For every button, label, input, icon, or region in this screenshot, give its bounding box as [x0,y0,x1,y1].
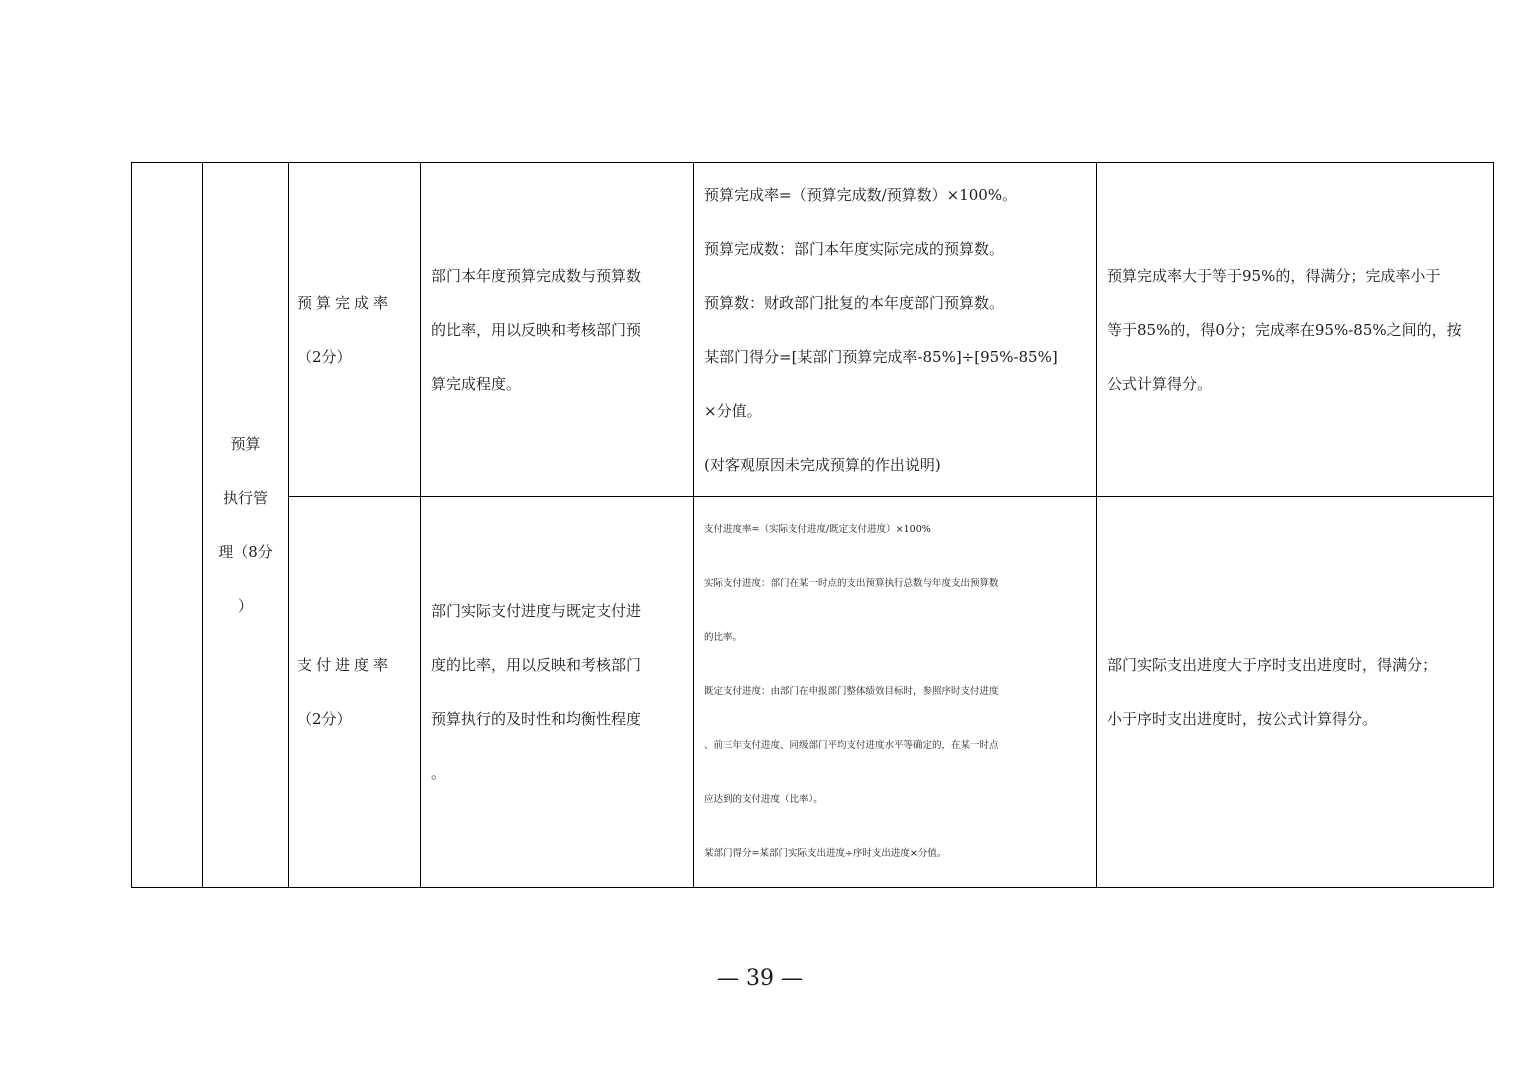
definition-line: 度的比率，用以反映和考核部门 [431,656,642,674]
subcategory-line: 执行管 [222,489,268,507]
evaluation-table [131,162,1494,888]
indicator-score: （2分） [297,710,352,728]
subcategory-line: ） [237,597,253,615]
rule-line: 等于85%的，得0分；完成率在95%-85%之间的，按 [1107,320,1462,339]
indicator-cell [289,163,421,497]
formula-line: ×分值。 [704,401,762,420]
formula-line: 某部门得分=某部门实际支出进度÷序时支出进度×分值。 [704,848,947,859]
subcategory-cell [203,163,289,888]
definition-line: 的比率，用以反映和考核部门预 [431,320,642,339]
formula-line: 预算完成数：部门本年度实际完成的预算数。 [704,239,1005,258]
table-row [132,497,1494,888]
formula-cell [694,497,1097,888]
formula-cell [694,163,1097,497]
definition-cell [421,497,694,888]
scoring-rule-cell [1097,497,1494,888]
indicator-name: 支付进度率 [297,656,393,674]
definition-line: 部门本年度预算完成数与预算数 [431,266,642,285]
table-row [132,163,1494,497]
formula-line: 预算完成率=（预算完成数/预算数）×100%。 [704,185,1018,204]
formula-line: 预算数：财政部门批复的本年度部门预算数。 [704,293,1005,312]
definition-line: 部门实际支付进度与既定支付进 [431,602,642,620]
rule-line: 部门实际支出进度大于序时支出进度时，得满分； [1107,656,1438,674]
formula-line: 既定支付进度：由部门在申报部门整体绩效目标时，参照序时支付进度 [704,686,999,697]
definition-cell [421,163,694,497]
empty-category-cell [132,163,203,888]
formula-line: 支付进度率=（实际支付进度/既定支付进度）×100% [704,524,931,535]
indicator-name: 预算完成率 [297,293,393,312]
definition-line: 算完成程度。 [431,374,522,393]
page-number: — 39 — [717,966,803,991]
formula-line: 、前三年支付进度、同级部门平均支付进度水平等确定的，在某一时点 [704,740,999,751]
formula-line: (对客观原因未完成预算的作出说明) [704,455,941,474]
indicator-score: （2分） [297,347,352,366]
formula-line: 某部门得分=[某部门预算完成率-85%]÷[95%-85%] [704,347,1058,366]
subcategory-line: 预算 [230,435,261,453]
indicator-cell [289,497,421,888]
subcategory-line: 理（8分 [218,543,273,561]
rule-line: 预算完成率大于等于95%的，得满分；完成率小于 [1107,266,1441,285]
rule-line: 公式计算得分。 [1107,374,1213,393]
definition-line: 预算执行的及时性和均衡性程度 [431,710,642,728]
formula-line: 实际支付进度：部门在某一时点的支出预算执行总数与年度支出预算数 [704,578,999,589]
formula-line: 应达到的支付进度（比率）。 [704,794,823,805]
definition-line: 。 [431,764,447,782]
rule-line: 小于序时支出进度时，按公式计算得分。 [1107,710,1378,728]
scoring-rule-cell [1097,163,1494,497]
formula-line: 的比率。 [704,632,743,643]
